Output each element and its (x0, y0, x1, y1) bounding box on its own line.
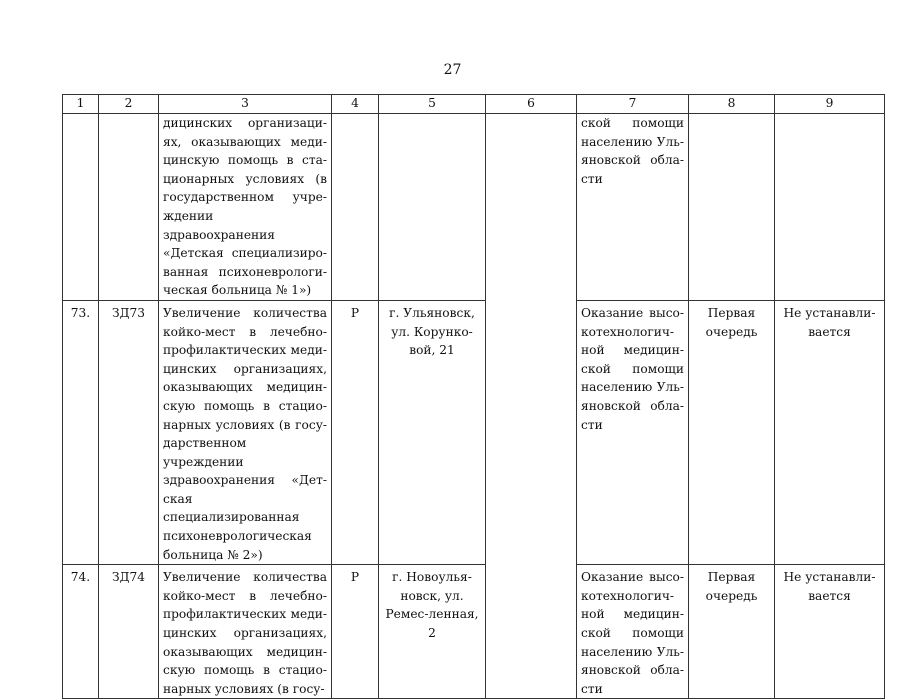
object-code: ЗД73 (99, 300, 159, 564)
column-header: 9 (775, 95, 885, 114)
column-header: 8 (689, 95, 775, 114)
stage: Первая очередь (689, 565, 775, 699)
zone: Не устанавли-вается (775, 300, 885, 564)
purpose: Оказание высо-котехнологич-ной медицин-ской помощи населению Уль-яновской обла-сти (577, 565, 689, 699)
column-header: 6 (486, 95, 577, 114)
object-description: Увеличение количества койко-мест в лечебно-профилактических меди-цинских организациях, оказывающих медицин-скую помощь в стацио-нарных условиях (в госу- (159, 565, 332, 699)
column-header: 1 (63, 95, 99, 114)
stage: Первая очередь (689, 300, 775, 564)
zone: Не устанавли-вается (775, 565, 885, 699)
table-row (63, 114, 885, 301)
status-code (332, 114, 379, 301)
location: г. Ульяновск, ул. Корунко-вой, 21 (379, 300, 486, 564)
status-code: Р (332, 565, 379, 699)
object-description: Увеличение количества койко-мест в лечебно-профилактических меди-цинских организациях, оказывающих медицин-скую помощь в стацио-нарных условиях (в госу-дарственном учреждении здравоохранения «Дет-ская специализированная психоневрологическая больница № 2») (159, 300, 332, 564)
table-header-row (63, 95, 885, 114)
zone (775, 114, 885, 301)
column-header: 4 (332, 95, 379, 114)
object-code: ЗД74 (99, 565, 159, 699)
column-header: 5 (379, 95, 486, 114)
stage (689, 114, 775, 301)
table-row (63, 565, 885, 699)
purpose: ской помощи населению Уль-яновской обла-сти (577, 114, 689, 301)
location: г. Новоулья-новск, ул. Ремес-ленная, 2 (379, 565, 486, 699)
document-table (62, 94, 885, 699)
column-header: 2 (99, 95, 159, 114)
purpose: Оказание высо-котехнологич-ной медицин-ской помощи населению Уль-яновской обла-сти (577, 300, 689, 564)
row-number (63, 114, 99, 301)
location (379, 114, 486, 301)
column-header: 3 (159, 95, 332, 114)
object-code (99, 114, 159, 301)
object-description: дицинских организаци-ях, оказывающих меди-цинскую помощь в ста-ционарных условиях (в государственном учре-ждении здравоохранения «Детская специализиро-ванная психоневрологи-ческая больница № 1») (159, 114, 332, 301)
row-number: 74. (63, 565, 99, 699)
column-6-cell (486, 300, 577, 564)
status-code: Р (332, 300, 379, 564)
column-header: 7 (577, 95, 689, 114)
column-6-cell (486, 565, 577, 699)
row-number: 73. (63, 300, 99, 564)
page-number: 27 (443, 62, 462, 78)
column-6-cell (486, 114, 577, 301)
table-row (63, 300, 885, 564)
